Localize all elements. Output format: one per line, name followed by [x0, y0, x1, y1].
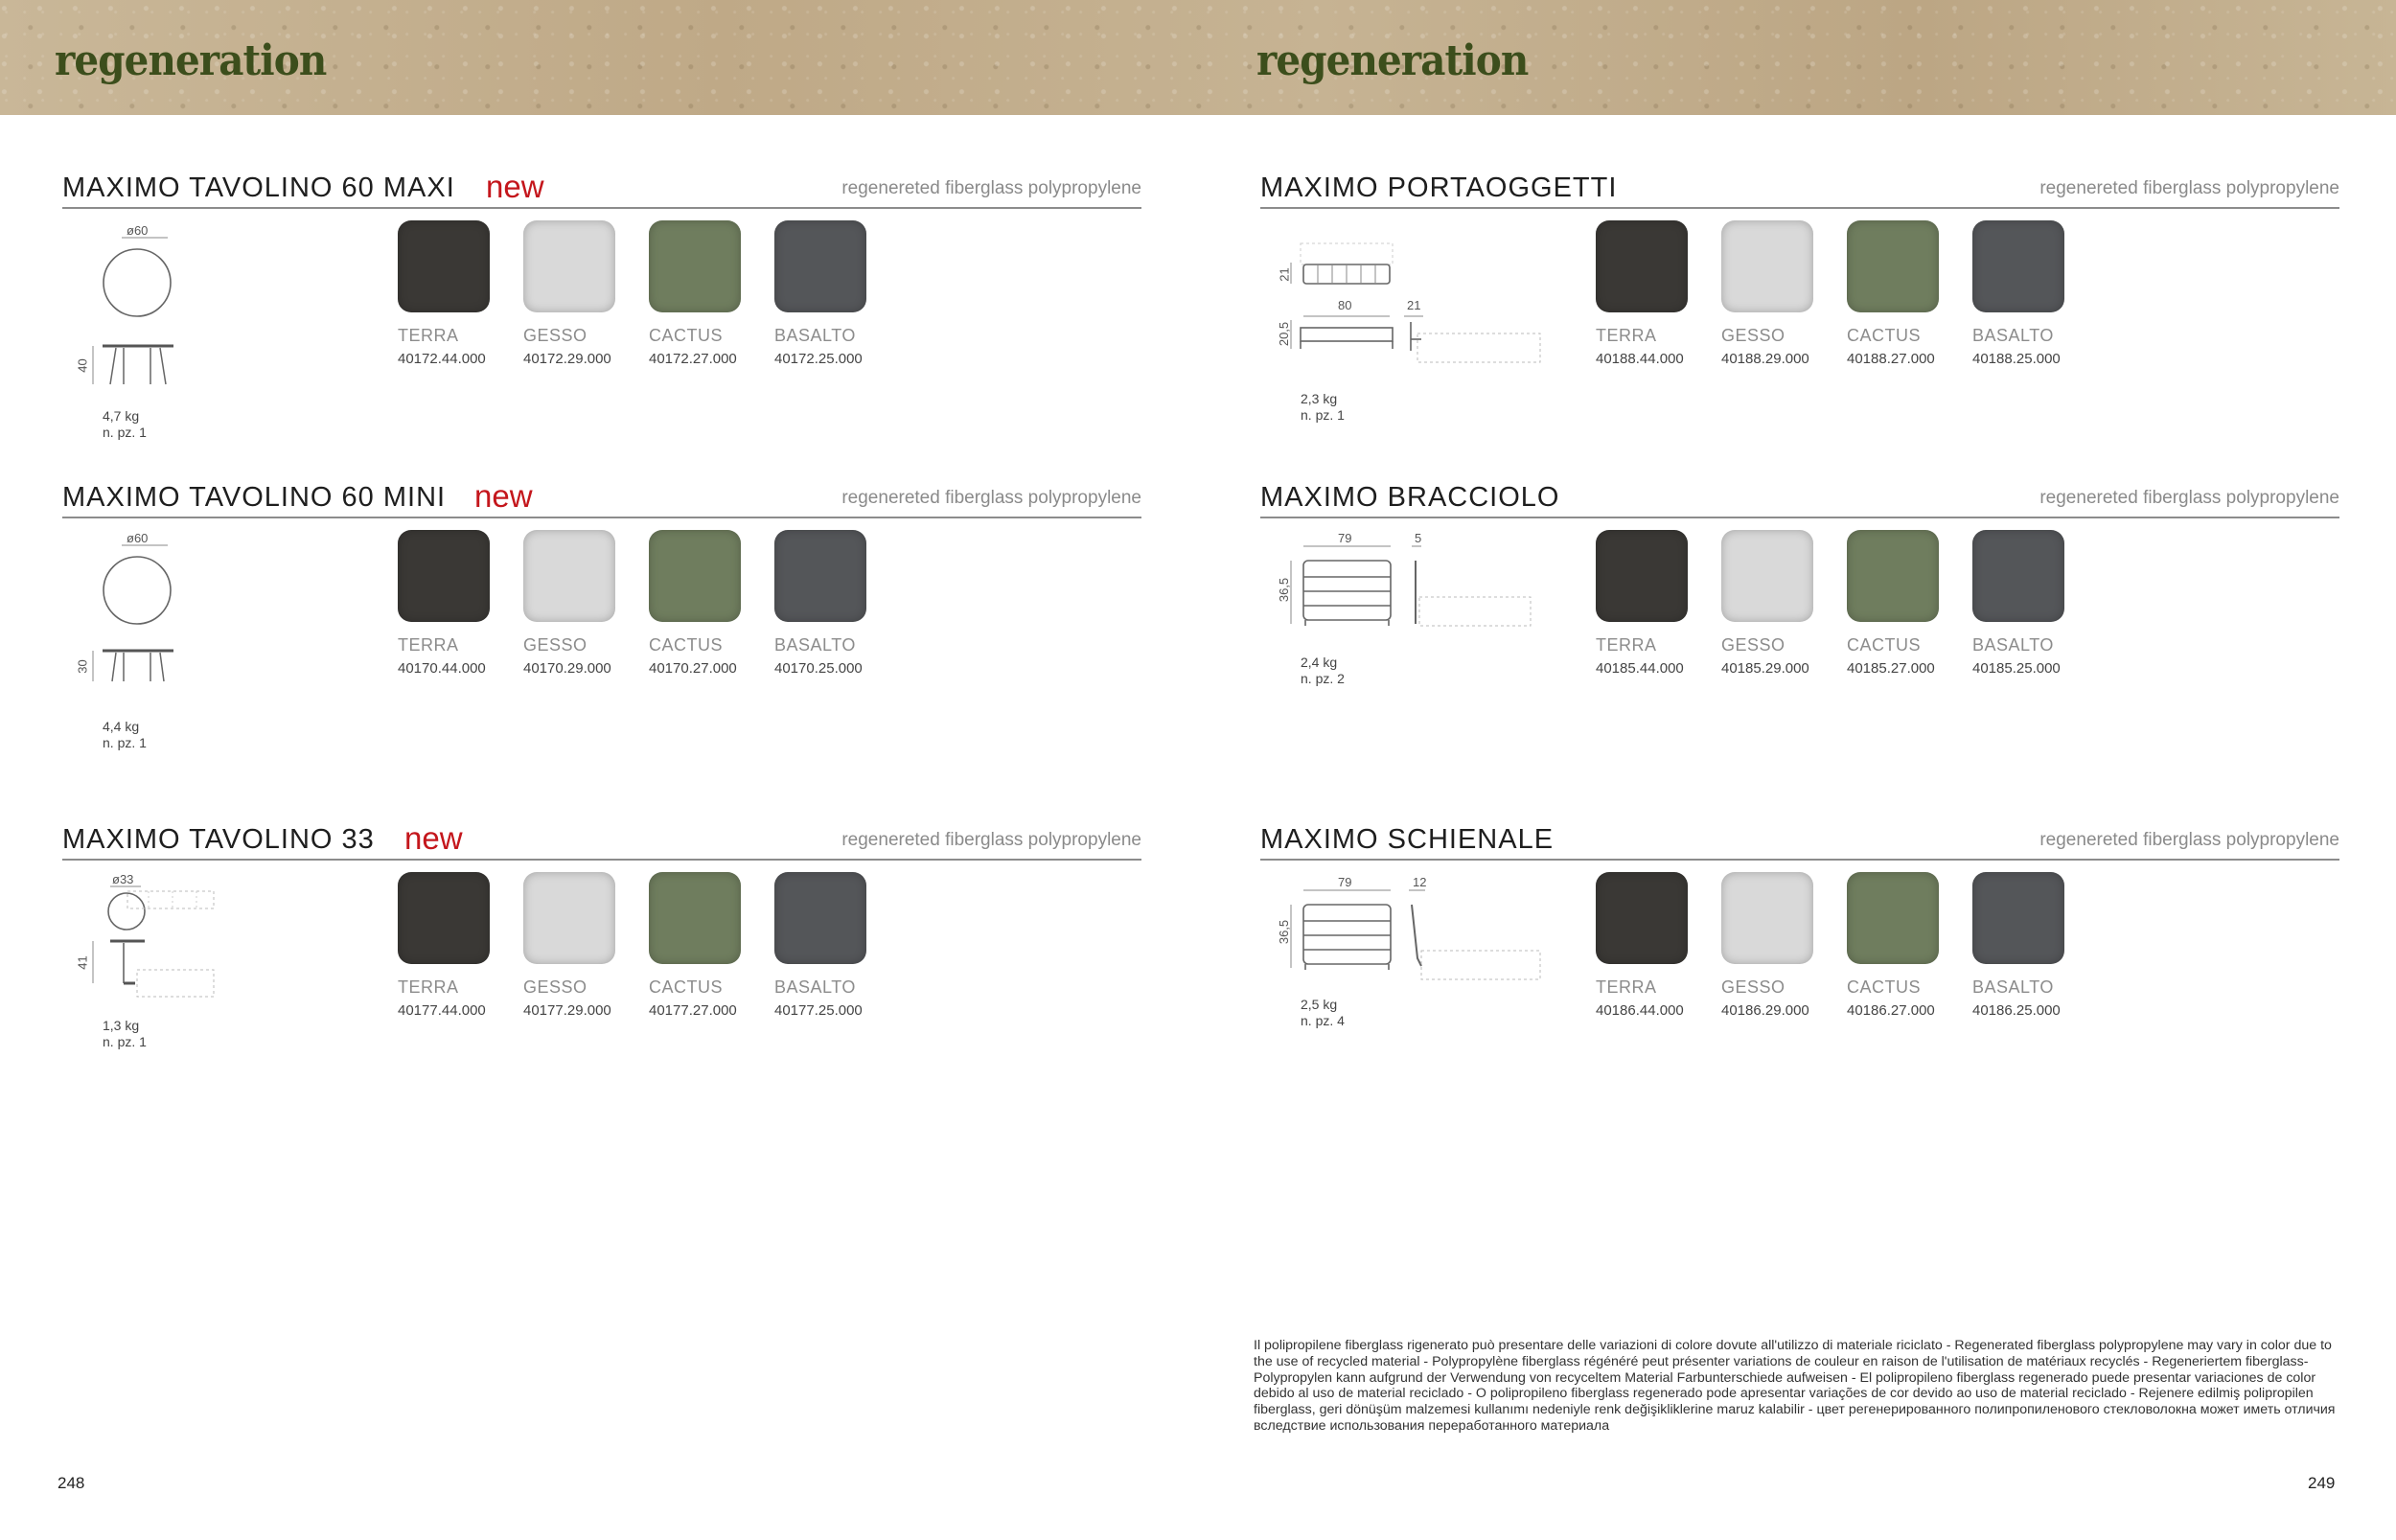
pieces-value: n. pz. 1: [103, 425, 147, 440]
dim-depth: 5: [1415, 531, 1422, 545]
swatch-code: 40186.44.000: [1596, 1002, 1684, 1019]
pieces-value: n. pz. 1: [1301, 407, 1345, 423]
swatch-terra[interactable]: [398, 872, 524, 1019]
technical-drawing: [75, 528, 350, 768]
dim-diameter: ø60: [127, 223, 149, 238]
swatch-terra[interactable]: [398, 530, 524, 677]
swatch-name: BASALTO: [774, 977, 856, 997]
chip-gesso[interactable]: [1721, 530, 1813, 622]
chip-cactus[interactable]: [649, 530, 741, 622]
swatch-name: BASALTO: [774, 326, 856, 345]
swatch-cactus[interactable]: [1847, 530, 1973, 677]
product-material: regenereted fiberglass polypropylene: [841, 830, 1141, 850]
product-title-row: [62, 171, 1141, 209]
swatch-terra[interactable]: [398, 220, 524, 367]
technical-drawing: [1279, 218, 1548, 458]
weight-info: [103, 408, 147, 441]
swatch-name: GESSO: [523, 326, 587, 345]
swatch-gesso[interactable]: [523, 530, 650, 677]
swatch-name: GESSO: [1721, 635, 1785, 655]
swatch-name: CACTUS: [1847, 635, 1922, 655]
dim-depth: 21: [1407, 298, 1421, 312]
chip-terra[interactable]: [1596, 220, 1688, 312]
chip-basalto[interactable]: [774, 220, 866, 312]
product-material: regenereted fiberglass polypropylene: [2039, 488, 2339, 508]
weight-value: 2,5 kg: [1301, 997, 1338, 1012]
weight-value: 2,4 kg: [1301, 655, 1338, 670]
chip-basalto[interactable]: [1972, 530, 2064, 622]
swatch-code: 40177.27.000: [649, 1002, 737, 1019]
swatch-code: 40172.27.000: [649, 351, 737, 367]
chip-terra[interactable]: [398, 530, 490, 622]
swatch-code: 40170.25.000: [774, 660, 863, 677]
page-header-texture: [0, 0, 2396, 115]
swatch-code: 40170.44.000: [398, 660, 486, 677]
backrest-drawing-icon: [1279, 870, 1548, 1062]
dim-height-a: 21: [1277, 267, 1292, 282]
swatch-cactus[interactable]: [649, 872, 775, 1019]
technical-drawing: [75, 218, 350, 458]
armrest-drawing-icon: [1279, 528, 1548, 720]
chip-terra[interactable]: [1596, 530, 1688, 622]
swatch-code: 40172.44.000: [398, 351, 486, 367]
chip-gesso[interactable]: [523, 872, 615, 964]
swatch-name: GESSO: [523, 977, 587, 997]
table-drawing-icon: [81, 218, 350, 410]
swatch-gesso[interactable]: [1721, 220, 1848, 367]
swatch-basalto[interactable]: [1972, 530, 2099, 677]
swatch-code: 40185.29.000: [1721, 660, 1809, 677]
dim-width: 80: [1338, 298, 1352, 312]
swatch-terra[interactable]: [1596, 530, 1722, 677]
swatch-code: 40170.27.000: [649, 660, 737, 677]
swatch-code: 40170.29.000: [523, 660, 611, 677]
swatch-code: 40185.44.000: [1596, 660, 1684, 677]
swatch-code: 40188.27.000: [1847, 351, 1935, 367]
weight-info: [1301, 997, 1345, 1029]
chip-gesso[interactable]: [1721, 220, 1813, 312]
weight-value: 4,7 kg: [103, 408, 140, 424]
new-badge: new: [474, 478, 533, 514]
chip-cactus[interactable]: [649, 872, 741, 964]
swatch-code: 40188.29.000: [1721, 351, 1809, 367]
technical-drawing: [1279, 870, 1548, 1110]
pieces-value: n. pz. 1: [103, 735, 147, 750]
product-material: regenereted fiberglass polypropylene: [841, 178, 1141, 198]
swatch-code: 40177.25.000: [774, 1002, 863, 1019]
chip-gesso[interactable]: [523, 220, 615, 312]
color-swatches: [398, 220, 934, 374]
page-number-right: 249: [2308, 1474, 2336, 1492]
swatch-basalto[interactable]: [1972, 220, 2099, 367]
swatch-code: 40188.25.000: [1972, 351, 2061, 367]
dim-diameter: ø33: [112, 872, 134, 886]
chip-gesso[interactable]: [1721, 872, 1813, 964]
weight-value: 1,3 kg: [103, 1018, 140, 1033]
swatch-name: BASALTO: [1972, 635, 2054, 655]
product-title-row: [1260, 171, 2339, 209]
dim-height: 36,5: [1277, 919, 1292, 945]
product-title-row: [1260, 480, 2339, 518]
dim-width: 79: [1338, 875, 1352, 889]
weight-info: [1301, 391, 1345, 424]
product-title-row: [1260, 822, 2339, 861]
table-drawing-icon: [81, 528, 350, 720]
product-name: MAXIMO TAVOLINO 33: [62, 824, 375, 855]
swatch-code: 40172.29.000: [523, 351, 611, 367]
swatch-code: 40172.25.000: [774, 351, 863, 367]
swatch-name: GESSO: [1721, 977, 1785, 997]
swatch-cactus[interactable]: [1847, 872, 1973, 1019]
pieces-value: n. pz. 2: [1301, 671, 1345, 686]
chip-terra[interactable]: [398, 220, 490, 312]
dim-depth: 12: [1413, 875, 1427, 889]
product-name: MAXIMO PORTAOGGETTI: [1260, 172, 1618, 203]
swatch-name: TERRA: [398, 977, 459, 997]
swatch-cactus[interactable]: [649, 220, 775, 367]
swatch-terra[interactable]: [1596, 220, 1722, 367]
swatch-name: BASALTO: [774, 635, 856, 655]
swatch-gesso[interactable]: [1721, 872, 1848, 1019]
page-number-left: 248: [58, 1474, 85, 1492]
swatch-gesso[interactable]: [523, 220, 650, 367]
swatch-name: GESSO: [523, 635, 587, 655]
swatch-name: TERRA: [398, 326, 459, 345]
swatch-code: 40185.25.000: [1972, 660, 2061, 677]
swatch-basalto[interactable]: [774, 872, 901, 1019]
brand-logo-right: regeneration: [1256, 36, 1529, 85]
product-title-row: [62, 822, 1141, 861]
chip-cactus[interactable]: [1847, 220, 1939, 312]
chip-terra[interactable]: [398, 872, 490, 964]
chip-basalto[interactable]: [1972, 872, 2064, 964]
dim-height: 36,5: [1277, 577, 1292, 603]
chip-gesso[interactable]: [523, 530, 615, 622]
technical-drawing: [1279, 528, 1548, 768]
product-material: regenereted fiberglass polypropylene: [841, 488, 1141, 508]
tray-drawing-icon: [1279, 218, 1548, 410]
swatch-code: 40185.27.000: [1847, 660, 1935, 677]
swatch-name: BASALTO: [1972, 326, 2054, 345]
weight-info: [103, 719, 147, 751]
swatch-name: TERRA: [1596, 635, 1657, 655]
swatch-code: 40177.29.000: [523, 1002, 611, 1019]
swatch-basalto[interactable]: [1972, 872, 2099, 1019]
swatch-name: CACTUS: [649, 635, 724, 655]
color-swatches: [398, 530, 934, 683]
weight-info: [103, 1018, 147, 1050]
swatch-basalto[interactable]: [774, 220, 901, 367]
swatch-name: BASALTO: [1972, 977, 2054, 997]
swatch-name: CACTUS: [1847, 326, 1922, 345]
swatch-name: CACTUS: [649, 326, 724, 345]
weight-value: 2,3 kg: [1301, 391, 1338, 406]
swatch-name: TERRA: [398, 635, 459, 655]
swatch-code: 40186.27.000: [1847, 1002, 1935, 1019]
new-badge: new: [404, 820, 463, 856]
dim-height: 41: [75, 955, 90, 970]
product-name: MAXIMO TAVOLINO 60 MAXI: [62, 172, 455, 203]
swatch-terra[interactable]: [1596, 872, 1722, 1019]
pieces-value: n. pz. 1: [103, 1034, 147, 1049]
new-badge: new: [486, 169, 544, 204]
color-swatches: [1596, 530, 2132, 683]
product-material: regenereted fiberglass polypropylene: [2039, 830, 2339, 850]
technical-drawing: [75, 870, 350, 1110]
swatch-code: 40186.25.000: [1972, 1002, 2061, 1019]
weight-value: 4,4 kg: [103, 719, 140, 734]
dim-diameter: ø60: [127, 531, 149, 545]
swatch-code: 40188.44.000: [1596, 351, 1684, 367]
swatch-name: GESSO: [1721, 326, 1785, 345]
chip-cactus[interactable]: [1847, 530, 1939, 622]
product-name: MAXIMO BRACCIOLO: [1260, 482, 1560, 513]
swatch-code: 40186.29.000: [1721, 1002, 1809, 1019]
chip-cactus[interactable]: [1847, 872, 1939, 964]
color-variation-note: Il polipropilene fiberglass rigenerato può presentare delle variazioni di colore dovute all'utilizzo di materiale riciclato - Regenerated fiberglass polypropylene may vary in color due to the use of recycled material - Polypropylène fiberglass régénéré peut présenter variations de couleur en raison de l'utilisation de matériaux recyclés - Regeneriertem fiberglass-Polypropylen kann aufgrund der Verwendung von recyceltem Material Farbunterschiede aufweisen - El polipropileno fiberglass regenerado puede presentar variaciones de color debido al uso de material reciclado - O polipropileno fiberglass regenerado pode apresentar variações de cor devido ao uso de material reciclado - Rejenere edilmiş polipropilen fiberglass, geri dönüşüm malzemesi kullanımı nedeniyle renk değişikliklerine maruz kalabilir - цвет регенерированного полипропиленового стекловолокна может иметь отличия вследствие использования переработанного материала: [1254, 1338, 2336, 1434]
chip-cactus[interactable]: [649, 220, 741, 312]
brand-logo-left: regeneration: [55, 36, 327, 85]
color-swatches: [398, 872, 934, 1025]
dim-height: 40: [75, 358, 90, 373]
swatch-cactus[interactable]: [649, 530, 775, 677]
swatch-name: CACTUS: [649, 977, 724, 997]
color-swatches: [1596, 220, 2132, 374]
dim-height-b: 20,5: [1277, 321, 1292, 347]
dim-width: 79: [1338, 531, 1352, 545]
product-title-row: [62, 480, 1141, 518]
swatch-basalto[interactable]: [774, 530, 901, 677]
product-material: regenereted fiberglass polypropylene: [2039, 178, 2339, 198]
swatch-name: TERRA: [1596, 326, 1657, 345]
chip-terra[interactable]: [1596, 872, 1688, 964]
swatch-gesso[interactable]: [1721, 530, 1848, 677]
swatch-cactus[interactable]: [1847, 220, 1973, 367]
chip-basalto[interactable]: [774, 530, 866, 622]
swatch-gesso[interactable]: [523, 872, 650, 1019]
color-swatches: [1596, 872, 2132, 1025]
chip-basalto[interactable]: [774, 872, 866, 964]
weight-info: [1301, 655, 1345, 687]
dim-height: 30: [75, 659, 90, 674]
product-name: MAXIMO TAVOLINO 60 MINI: [62, 482, 447, 513]
pieces-value: n. pz. 4: [1301, 1013, 1345, 1028]
swatch-code: 40177.44.000: [398, 1002, 486, 1019]
swatch-name: TERRA: [1596, 977, 1657, 997]
chip-basalto[interactable]: [1972, 220, 2064, 312]
swatch-name: CACTUS: [1847, 977, 1922, 997]
product-name: MAXIMO SCHIENALE: [1260, 824, 1555, 855]
